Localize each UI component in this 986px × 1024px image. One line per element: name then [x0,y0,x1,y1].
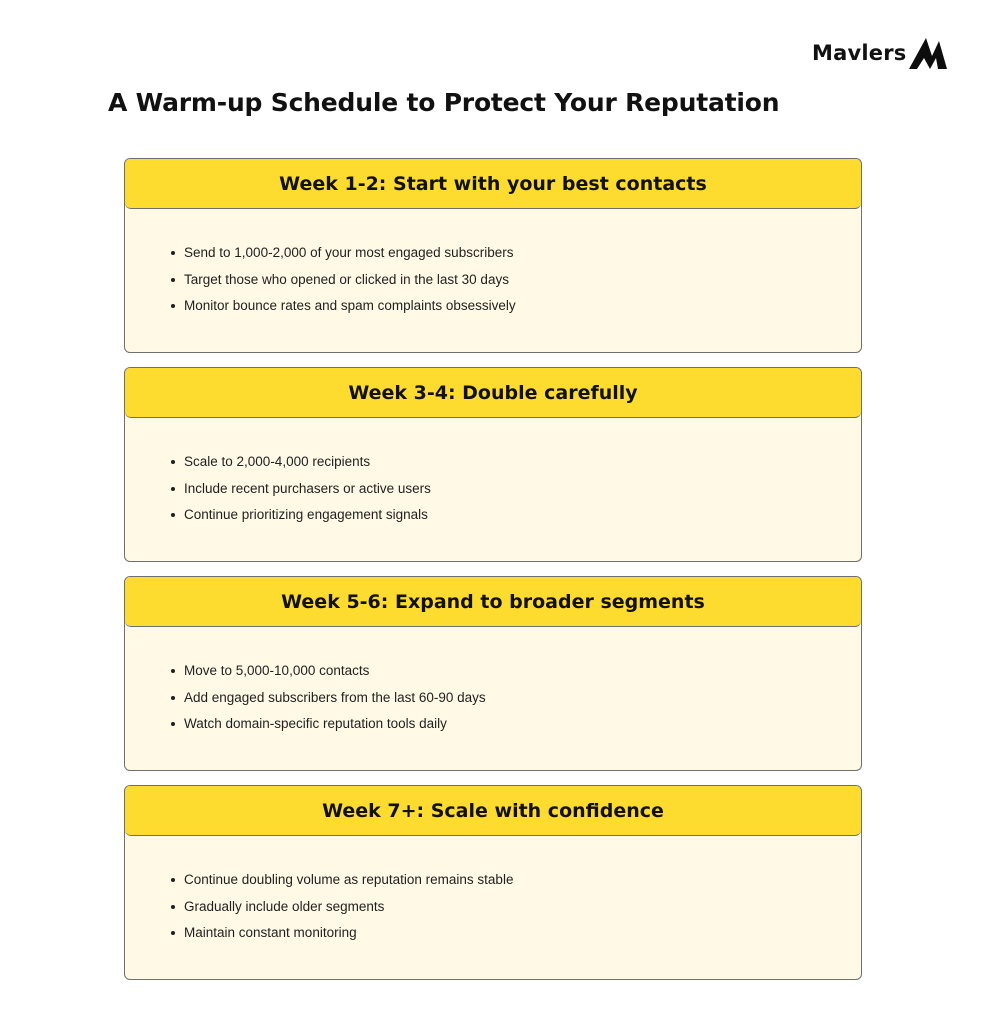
card-body [125,836,861,952]
brand-name: Mavlers [812,41,907,65]
list-item: Scale to 2,000-4,000 recipients [171,454,861,481]
bullet-list [171,245,861,325]
card-body [125,627,861,743]
list-item: Target those who opened or clicked in the last 30 days [171,272,861,299]
card-header [125,786,861,836]
mavlers-m-icon [908,36,948,70]
bullet-list [171,454,861,534]
list-item: Include recent purchasers or active users [171,481,861,508]
card-header [125,577,861,627]
list-item: Add engaged subscribers from the last 60-90 days [171,690,861,717]
schedule-card-week-5-6 [124,576,862,771]
bullet-list [171,872,861,952]
list-item: Continue doubling volume as reputation remains stable [171,872,861,899]
schedule-card-week-7-plus [124,785,862,980]
list-item: Maintain constant monitoring [171,925,861,952]
list-item: Send to 1,000-2,000 of your most engaged subscribers [171,245,861,272]
card-title: Week 5-6: Expand to broader segments [281,590,705,613]
card-body [125,418,861,534]
card-header [125,159,861,209]
list-item: Watch domain-specific reputation tools daily [171,716,861,743]
card-header [125,368,861,418]
list-item: Continue prioritizing engagement signals [171,507,861,534]
bullet-list [171,663,861,743]
card-title: Week 3-4: Double carefully [348,381,638,404]
list-item: Gradually include older segments [171,899,861,926]
list-item: Move to 5,000-10,000 contacts [171,663,861,690]
schedule-card-week-3-4 [124,367,862,562]
card-body [125,209,861,325]
schedule-cards [124,158,862,994]
list-item: Monitor bounce rates and spam complaints obsessively [171,298,861,325]
schedule-card-week-1-2 [124,158,862,353]
card-title: Week 1-2: Start with your best contacts [279,172,707,195]
card-title: Week 7+: Scale with confidence [322,799,664,822]
page-title: A Warm-up Schedule to Protect Your Reputation [108,88,780,117]
brand-logo [812,36,948,70]
